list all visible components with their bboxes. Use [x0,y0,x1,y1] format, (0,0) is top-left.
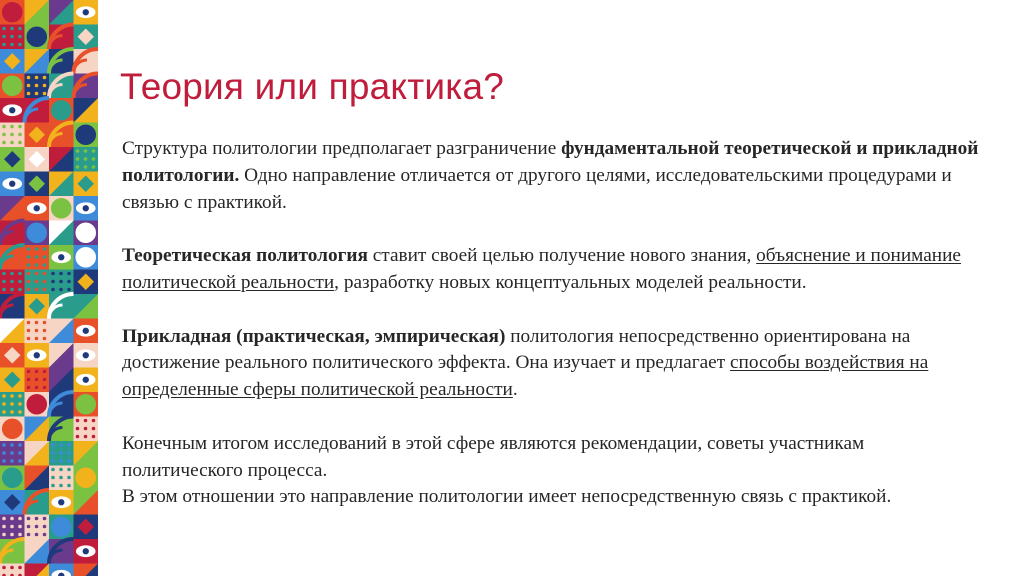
paragraph-applied [122,324,982,404]
p2-text-d: , разработку новых концептуальных моделей реальности. [334,271,807,293]
p1-bold: фундаментальной теоретической и прикладной политологии. [122,138,979,186]
p3-text-b: политология непосредственно ориентирована на достижение реального политического эффекта. Она изучает и предлагает [122,325,911,374]
mosaic-pattern [0,0,98,576]
p1-text-c: Одно направление отличается от другого целями, исследовательскими процедурами и связью с практикой. [122,164,952,213]
p2-text-b: ставит своей целью получение нового знания, [367,245,757,267]
slide-body [122,136,982,511]
p1-text-a: Структура политологии предполагает разграничение [122,138,562,159]
decorative-mosaic-strip [0,0,98,576]
p3-bold: Прикладная (практическая, эмпирическая) [122,325,506,347]
p4-line1: Конечным итогом исследований в этой сфере являются рекомендации, советы участникам политического процесса. [122,432,865,481]
paragraph-theoretical [122,243,982,297]
p2-underlined: объяснение и понимание политической реальности [122,245,961,293]
slide-title: Теория или практика? [120,66,505,107]
paragraph-conclusion [122,431,982,511]
p4-line2: В этом отношении это направление политологии имеет непосредственную связь с практикой. [122,486,892,508]
p3-text-d: . [512,379,518,401]
p3-underlined: способы воздействия на определенные сферы политической реальности [122,352,929,401]
paragraph-structure [122,136,982,216]
p2-bold: Теоретическая политология [122,245,368,267]
